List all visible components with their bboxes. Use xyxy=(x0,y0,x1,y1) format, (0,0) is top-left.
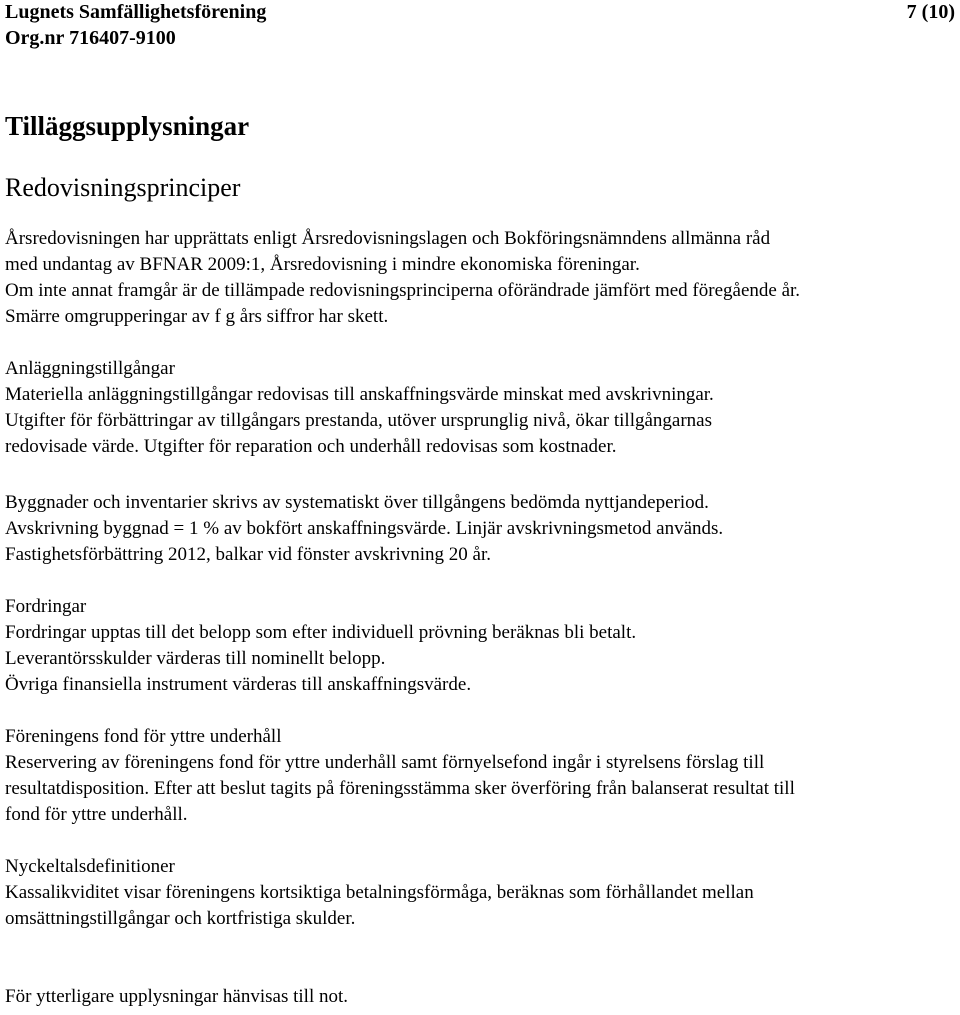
text-line: Fastighetsförbättring 2012, balkar vid fönster avskrivning 20 år. xyxy=(5,544,491,565)
document-page xyxy=(5,0,955,1007)
footer-note xyxy=(5,984,955,1010)
text-line: Avskrivning byggnad = 1 % av bokfört anskaffningsvärde. Linjär avskrivningsmetod används. xyxy=(5,518,724,539)
organization-number: Org.nr 716407-9100 xyxy=(5,27,176,49)
text-line: Kassalikviditet visar föreningens kortsiktiga betalningsförmåga, beräknas som förhållandet mellan xyxy=(5,882,754,903)
section-title: Nyckeltalsdefinitioner xyxy=(5,856,175,877)
section-fond xyxy=(5,724,955,828)
section-nyckeltal xyxy=(5,854,955,932)
section-heading: Redovisningsprinciper xyxy=(5,173,241,202)
text-line: Smärre omgrupperingar av f g års siffror har skett. xyxy=(5,306,389,327)
section-title: Föreningens fond för yttre underhåll xyxy=(5,726,282,747)
text-line: med undantag av BFNAR 2009:1, Årsredovisning i mindre ekonomiska föreningar. xyxy=(5,254,640,275)
section-anlaggningstillgangar xyxy=(5,356,955,460)
page-title: Tilläggsupplysningar xyxy=(5,111,250,141)
text-line: Årsredovisningen har upprättats enligt Årsredovisningslagen och Bokföringsnämndens allmänna råd xyxy=(5,228,771,249)
page-header xyxy=(5,0,955,56)
text-line: För ytterligare upplysningar hänvisas till not. xyxy=(5,986,349,1007)
text-line: resultatdisposition. Efter att beslut tagits på föreningsstämma sker överföring från balanserat resultat till xyxy=(5,778,795,799)
section-fordringar xyxy=(5,594,955,698)
page-number: 7 (10) xyxy=(906,1,955,23)
organization-name: Lugnets Samfällighetsförening xyxy=(5,1,267,23)
section-byggnader xyxy=(5,490,955,568)
text-line: Om inte annat framgår är de tillämpade redovisningsprinciperna oförändrade jämfört med föregående år. xyxy=(5,280,801,301)
section-title: Fordringar xyxy=(5,596,87,617)
text-line: Övriga finansiella instrument värderas till anskaffningsvärde. xyxy=(5,674,472,695)
text-line: Byggnader och inventarier skrivs av systematiskt över tillgångens bedömda nyttjandeperiod. xyxy=(5,492,709,513)
text-line: Leverantörsskulder värderas till nominellt belopp. xyxy=(5,648,386,669)
intro-paragraph xyxy=(5,226,955,330)
text-line: omsättningstillgångar och kortfristiga skulder. xyxy=(5,908,356,929)
text-line: Utgifter för förbättringar av tillgångars prestanda, utöver ursprunglig nivå, ökar tillgångarnas xyxy=(5,410,712,431)
section-title: Anläggningstillgångar xyxy=(5,358,175,379)
text-line: redovisade värde. Utgifter för reparation och underhåll redovisas som kostnader. xyxy=(5,436,617,457)
text-line: Reservering av föreningens fond för yttre underhåll samt förnyelsefond ingår i styrelsens förslag till xyxy=(5,752,765,773)
text-line: Fordringar upptas till det belopp som efter individuell prövning beräknas bli betalt. xyxy=(5,622,637,643)
text-line: Materiella anläggningstillgångar redovisas till anskaffningsvärde minskat med avskrivningar. xyxy=(5,384,714,405)
text-line: fond för yttre underhåll. xyxy=(5,804,188,825)
